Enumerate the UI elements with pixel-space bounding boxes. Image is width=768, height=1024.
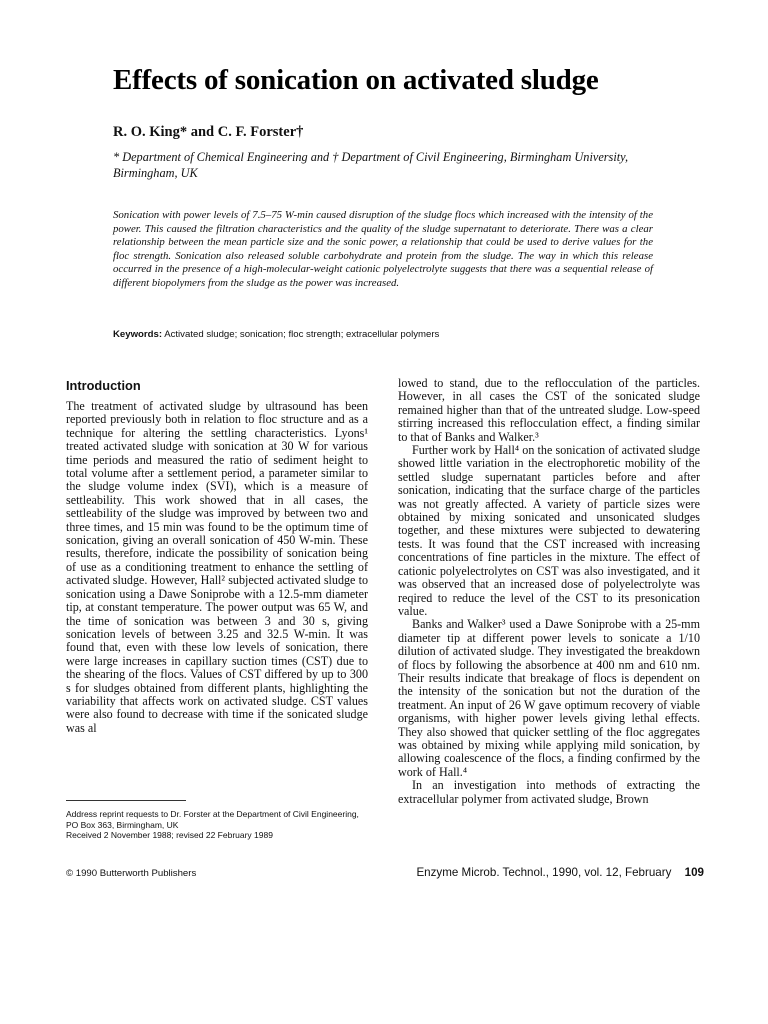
article-title: Effects of sonication on activated sludge: [113, 64, 599, 96]
body-paragraph: Further work by Hall⁴ on the sonication of activated sludge showed little variation in the electrophoretic mobility of the settled sludge supernatant particles before and after sonication, indicating that the surface charge of the particles was not greatly affected. A variety of particle sizes were obtained by mixing sonicated and unsonicated sludges together, and these mixtures were subjected to dewatering tests. It was found that the CST increased with increasing concentrations of fine particles in the mixture. The effect of cationic polyelectrolytes on CST was also investigated, and it was observed that an increased dose of polyelectrolyte was reqired to reduce the level of the CST to its presonication value.: [398, 443, 700, 618]
journal-footer: [416, 866, 704, 880]
affiliation: * Department of Chemical Engineering and † Department of Civil Engineering, Birmingham University, Birmingham, UK: [113, 150, 629, 180]
keywords-list: Activated sludge; sonication; floc strength; extracellular polymers: [164, 329, 440, 340]
authors: R. O. King* and C. F. Forster†: [113, 124, 304, 140]
left-column: [66, 378, 368, 735]
abstract: Sonication with power levels of 7.5–75 W-min caused disruption of the sludge flocs which increased with the intensity of the power. This caused the filtration characteristics and the quality of the sludge supernatant to deteriorate. There was a clear relationship between the mean particle size and the sonic power, a relationship that could be used to derive values for the floc strength. Sonication also released soluble carbohydrate and protein from the sludge. The way in which this release occurred in the presence of a high-molecular-weight cationic polyelectrolyte suggests that there was a sequential release of different biopolymers from the sludge as the power was increased.: [113, 209, 653, 289]
keywords-label: Keywords:: [113, 329, 163, 340]
footnote-address: Address reprint requests to Dr. Forster at the Department of Civil Engineering, PO Box 363, Birmingham, UK: [66, 809, 359, 830]
right-column: [398, 377, 700, 806]
footnote-divider: [66, 800, 186, 801]
copyright: © 1990 Butterworth Publishers: [66, 868, 197, 879]
footnote: [66, 809, 366, 841]
body-paragraph: In an investigation into methods of extracting the extracellular polymer from activated sludge, Brown: [398, 778, 700, 806]
body-paragraph: The treatment of activated sludge by ultrasound has been reported previously both in relation to floc structure and as a technique for altering the settling characteristics. Lyons¹ treated activated sludge with sonication at 30 W for various time periods and measured the ratio of sediment height to total volume after a settlement period, a parameter similar to the sludge volume index (SVI), which is a measure of settleability. This work showed that in all cases, the settleability of the sludge was improved by between two and three times, and 15 min was found to be the optimum time of sonication, giving an overall sonication of 450 W-min. These results, therefore, indicate the possibility of sonication being of use as a conditioning treatment to enhance the settling of activated sludge. However, Hall² subjected activated sludge to sonication using a Dawe Soniprobe with a 12.5-mm diameter tip, at constant temperature. The power output was 65 W, and the time of sonication was between 3 and 30 s, giving sonication levels of between 3.25 and 32.5 W-min. It was found that, even with these low levels of sonication, there were large increases in capillary suction times (CST) due to the shearing of the flocs. Values of CST differed by up to 300 s for sludges obtained from different plants, highlighting the variability that affects work on activated sludge. CST values were also found to decrease with time if the sonicated sludge was al: [66, 399, 368, 735]
body-paragraph: Banks and Walker³ used a Dawe Soniprobe with a 25-mm diameter tip at different power levels to sonicate a 1/10 dilution of activated sludge. They investigated the breakdown of flocs by following the absorbence at 400 nm and 610 nm. Their results indicate that breakage of flocs is dependent on the intensity of the sonication but not the duration of the treatment. An input of 26 W gave optimum recovery of viable organisms, with higher power levels giving lethal effects. They also showed that quicker settling of the floc aggregates was obtained by mixing while applying mild sonication, by allowing coalescence of the flocs, a finding confirmed by the work of Hall.⁴: [398, 617, 700, 779]
journal-citation: Enzyme Microb. Technol., 1990, vol. 12, February: [416, 866, 672, 879]
page-number: 109: [684, 866, 704, 879]
footnote-received: Received 2 November 1988; revised 22 February 1989: [66, 830, 273, 841]
body-paragraph: lowed to stand, due to the reflocculation of the particles. However, in all cases the CST of the sonicated sludge remained higher than that of the untreated sludge. Low-speed stirring increased this reflocculation effect, a finding similar to that of Banks and Walker.³: [398, 376, 700, 444]
section-heading-introduction: Introduction: [66, 378, 141, 393]
keywords: [113, 329, 673, 341]
